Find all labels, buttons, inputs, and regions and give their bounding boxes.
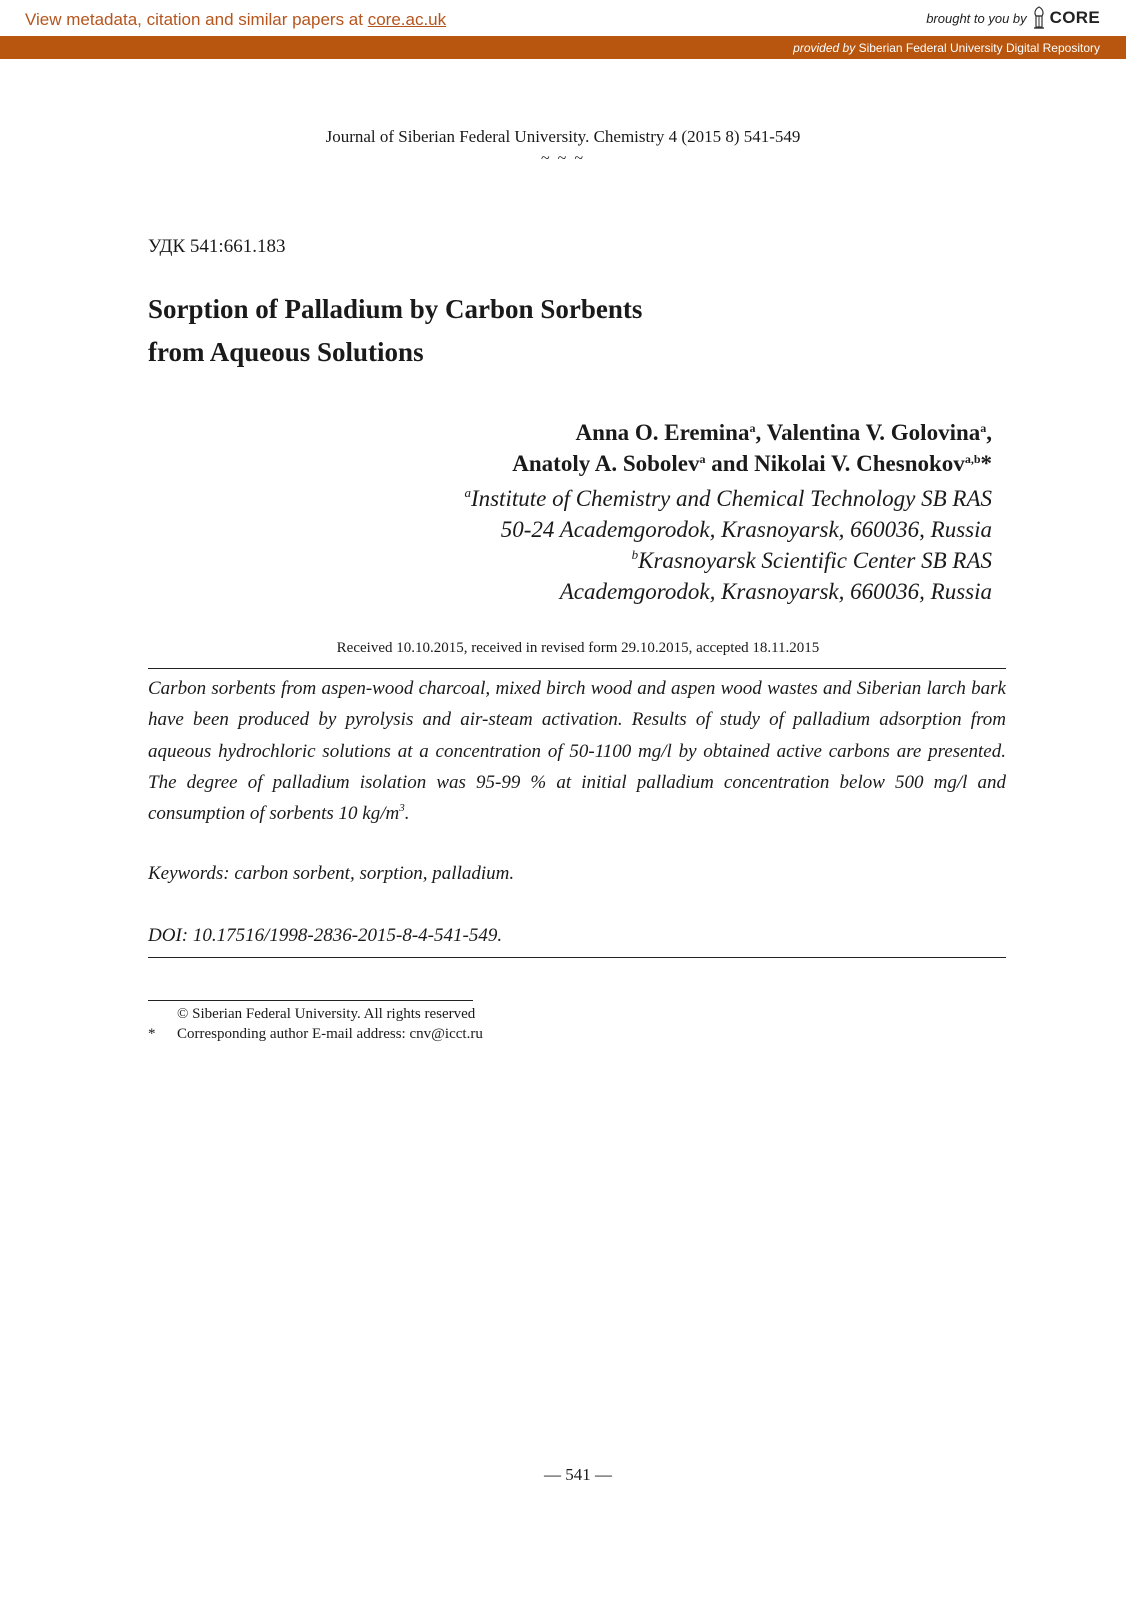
core-link[interactable]: core.ac.uk bbox=[367, 10, 447, 29]
provider-name: Siberian Federal University Digital Repository bbox=[858, 41, 1100, 55]
footnote-copyright bbox=[148, 1004, 483, 1024]
abstract bbox=[148, 673, 1006, 829]
core-logo-icon bbox=[1031, 6, 1047, 30]
affiliation-mark: a bbox=[464, 485, 471, 500]
affiliation-a-line-1 bbox=[464, 483, 992, 514]
core-wordmark: CORE bbox=[1049, 8, 1100, 27]
paper-title-line-2: from Aqueous Solutions bbox=[148, 337, 424, 367]
udk-code: УДК 541:661.183 bbox=[148, 236, 286, 257]
journal-citation: Journal of Siberian Federal University. Chemistry 4 (2015 8) 541-549 bbox=[325, 127, 801, 146]
author-affiliation-mark: a,b bbox=[964, 452, 981, 466]
author-name: Anna O. Eremina bbox=[575, 420, 750, 445]
abstract-text: Carbon sorbents from aspen-wood charcoal, mixed birch wood and aspen wood wastes and Siberian larch bark have been produced by pyrolysis and air-steam activation. Results of study of palladium adsorption from aqueous hydrochloric solutions at a concentration of 50-1100 mg/l by obtained active carbons are presented. The degree of palladium isolation was 95-99 % at initial palladium concentration below 500 mg/l and consumption of sorbents 10 kg/m bbox=[148, 678, 1006, 825]
core-provider-bar bbox=[0, 36, 1126, 59]
author-affiliation-mark: a bbox=[749, 421, 756, 435]
abstract-end: . bbox=[404, 803, 410, 825]
affiliation-b-line-2: Academgorodok, Krasnoyarsk, 660036, Russia bbox=[559, 579, 992, 604]
journal-separator: ~ ~ ~ bbox=[541, 150, 585, 167]
author-line-2 bbox=[512, 448, 992, 479]
provided-by-label: provided by bbox=[793, 41, 856, 55]
affiliation-a-line-2: 50-24 Academgorodok, Krasnoyarsk, 660036, Russia bbox=[500, 517, 992, 542]
author-name: Anatoly A. Sobolev bbox=[512, 451, 700, 476]
core-metadata-text bbox=[25, 10, 446, 30]
brought-by-label: brought to you by bbox=[926, 10, 1027, 26]
abstract-top-rule bbox=[148, 668, 1006, 669]
author-conjunction: and bbox=[711, 451, 749, 476]
keywords: Keywords: carbon sorbent, sorption, palladium. bbox=[148, 863, 515, 884]
author-list bbox=[512, 417, 992, 479]
affiliation-b-line-1 bbox=[464, 545, 992, 576]
paper-title-line-1: Sorption of Palladium by Carbon Sorbents bbox=[148, 294, 643, 324]
author-affiliation-mark: a bbox=[699, 452, 706, 466]
corresponding-author-mark: * bbox=[980, 451, 992, 476]
affiliation-b-name: Krasnoyarsk Scientific Center SB RAS bbox=[638, 548, 992, 573]
page-number: — 541 — bbox=[544, 1465, 612, 1484]
author-name: Nikolai V. Chesnokov bbox=[754, 451, 965, 476]
footnote-mark: * bbox=[148, 1026, 156, 1042]
paper-title bbox=[148, 288, 848, 374]
core-banner bbox=[0, 0, 1126, 36]
author-name: Valentina V. Golovina bbox=[766, 420, 981, 445]
core-metadata-label: View metadata, citation and similar papers at bbox=[25, 10, 368, 29]
affiliation-list bbox=[464, 483, 992, 607]
core-brought-by[interactable] bbox=[926, 6, 1100, 30]
provider-text bbox=[793, 41, 1100, 55]
copyright-text: © Siberian Federal University. All rights reserved bbox=[177, 1006, 476, 1022]
affiliation-mark: b bbox=[631, 547, 639, 562]
abstract-superscript: 3 bbox=[399, 802, 405, 815]
footnotes bbox=[148, 1004, 483, 1044]
footnote-rule bbox=[148, 1000, 473, 1001]
author-affiliation-mark: a bbox=[980, 421, 987, 435]
corresponding-email-text: Corresponding author E-mail address: cnv@icct.ru bbox=[177, 1026, 483, 1042]
received-dates: Received 10.10.2015, received in revised form 29.10.2015, accepted 18.11.2015 bbox=[336, 640, 820, 656]
abstract-bottom-rule bbox=[148, 957, 1006, 958]
affiliation-a-name: Institute of Chemistry and Chemical Technology SB RAS bbox=[470, 486, 992, 511]
doi: DOI: 10.17516/1998-2836-2015-8-4-541-549. bbox=[148, 925, 503, 946]
author-line-1: Anna O. Eremina$^a$, Valentina V. Golovina$^a$, bbox=[575, 420, 992, 445]
footnote-corresponding bbox=[148, 1024, 483, 1044]
